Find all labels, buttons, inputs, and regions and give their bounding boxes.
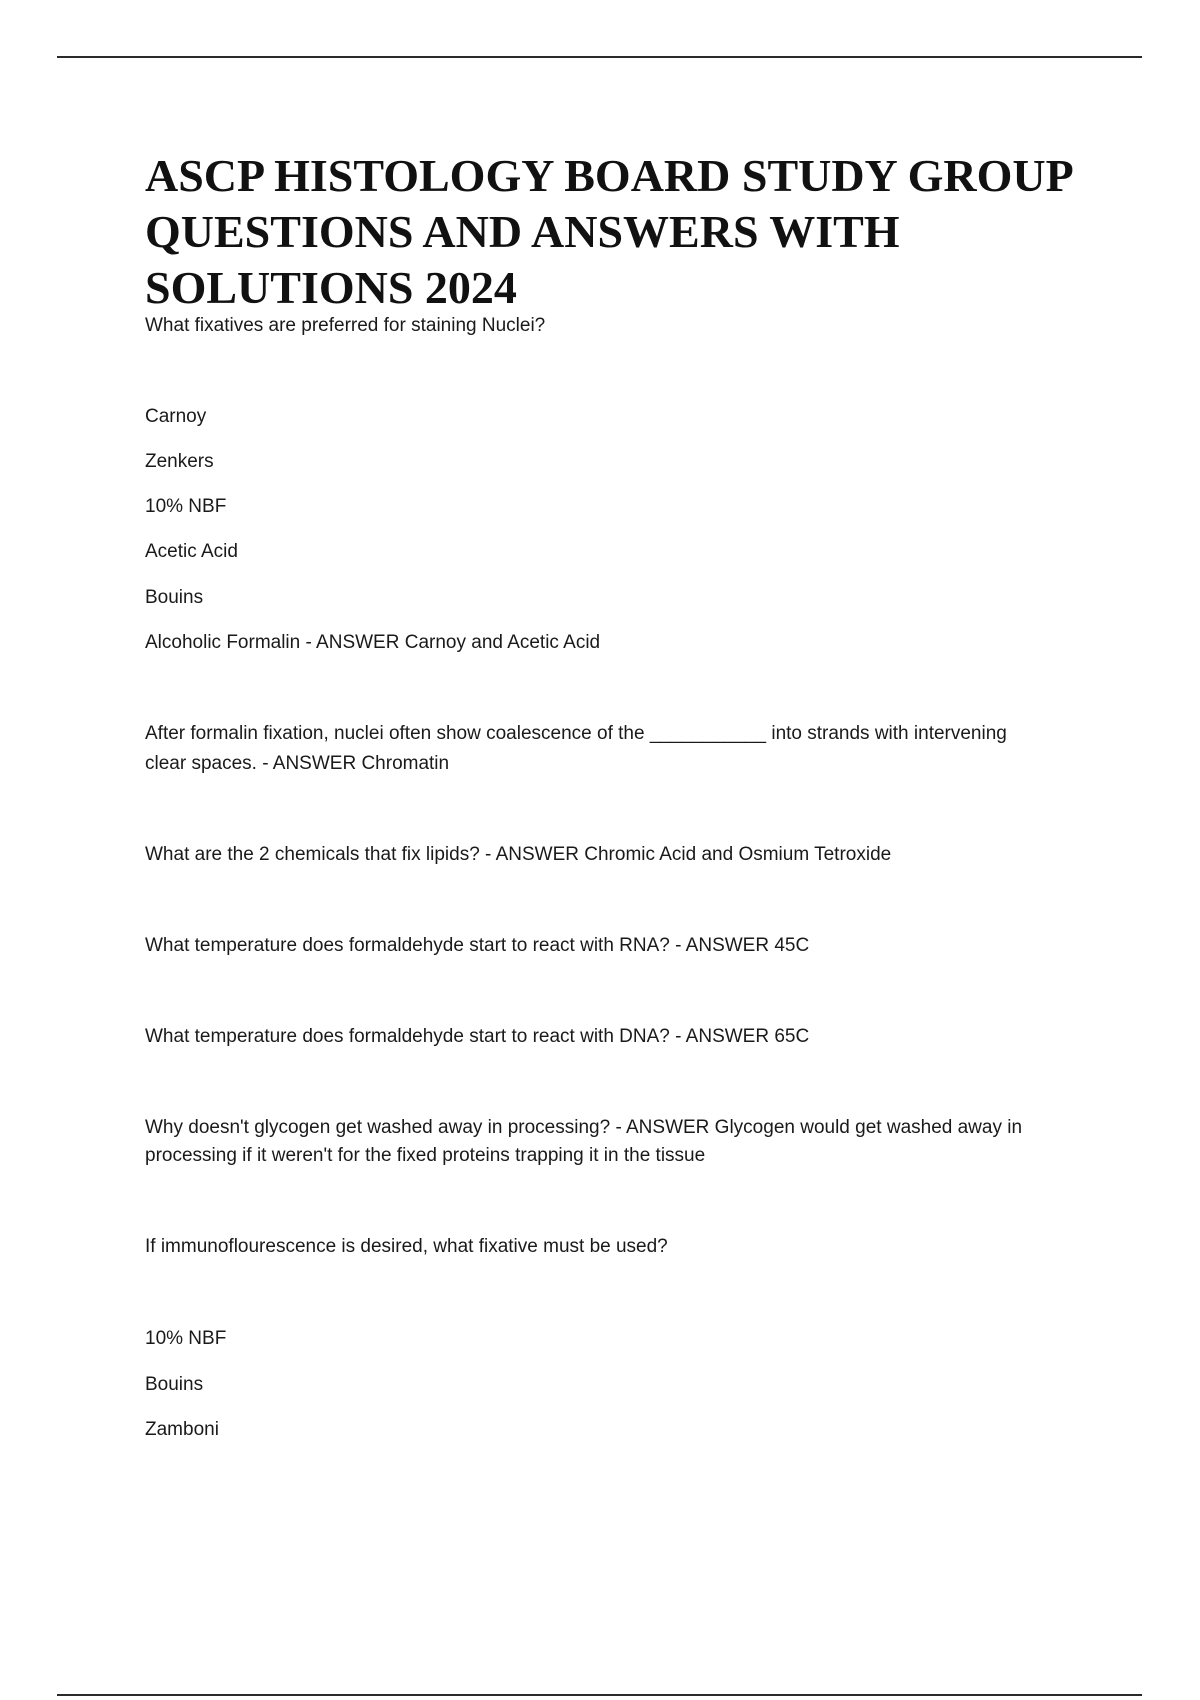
option-bouins: Bouins — [145, 587, 204, 608]
option-zamboni: Zamboni — [145, 1419, 219, 1440]
question-glycogen-line2: processing if it weren't for the fixed proteins trapping it in the tissue — [145, 1145, 706, 1166]
bottom-rule — [57, 1694, 1142, 1696]
top-rule — [57, 56, 1142, 58]
option-alcoholic-formalin-answer: Alcoholic Formalin - ANSWER Carnoy and Acetic Acid — [145, 632, 601, 653]
document-title: ASCP HISTOLOGY BOARD STUDY GROUP QUESTIONS AND ANSWERS WITH SOLUTIONS 2024 — [145, 150, 1072, 313]
question-fixatives-nuclei: What fixatives are preferred for staining Nuclei? — [145, 315, 546, 336]
option-zenkers: Zenkers — [145, 451, 214, 472]
question-chromatin-line2: clear spaces. - ANSWER Chromatin — [145, 753, 450, 774]
question-dna-temperature: What temperature does formaldehyde start to react with DNA? - ANSWER 65C — [145, 1026, 810, 1047]
option-acetic-acid: Acetic Acid — [145, 541, 238, 562]
question-lipid-fixatives: What are the 2 chemicals that fix lipids? - ANSWER Chromic Acid and Osmium Tetroxide — [145, 844, 892, 865]
question-chromatin-line1: After formalin fixation, nuclei often show coalescence of the ___________ into strands with intervening — [145, 723, 1007, 744]
question-rna-temperature: What temperature does formaldehyde start to react with RNA? - ANSWER 45C — [145, 935, 810, 956]
question-immunofluorescence: If immunoflourescence is desired, what fixative must be used? — [145, 1236, 668, 1257]
option-bouins: Bouins — [145, 1374, 204, 1395]
option-10-nbf: 10% NBF — [145, 1328, 227, 1349]
option-10-nbf: 10% NBF — [145, 496, 227, 517]
option-carnoy: Carnoy — [145, 406, 207, 427]
question-glycogen-line1: Why doesn't glycogen get washed away in processing? - ANSWER Glycogen would get washed away in — [145, 1117, 1023, 1138]
